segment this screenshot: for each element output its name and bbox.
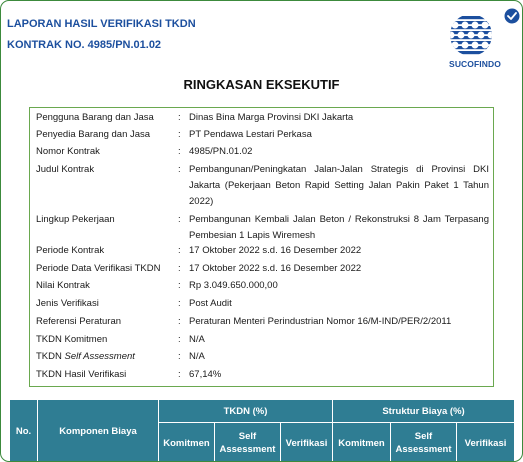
row-value: Dinas Bina Marga Provinsi DKI Jakarta bbox=[189, 112, 354, 123]
group-header-tkdn: TKDN (%) bbox=[159, 400, 333, 423]
row-label: Periode Data Verifikasi TKDN bbox=[36, 263, 161, 274]
row-label: Periode Kontrak bbox=[36, 245, 105, 256]
row-label: Judul Kontrak bbox=[36, 164, 95, 175]
row-label: TKDN Self Assessment bbox=[36, 351, 135, 362]
report-header-title bbox=[7, 14, 196, 56]
row-value: Peraturan Menteri Perindustrian Nomor 16/M-IND/PER/2/2011 bbox=[189, 316, 452, 327]
column-header-struktur-komitmen: Komitmen bbox=[333, 423, 391, 462]
row-value: N/A bbox=[189, 334, 205, 345]
row-value: 4985/PN.01.02 bbox=[189, 146, 253, 157]
row-value: 17 Oktober 2022 s.d. 16 Desember 2022 bbox=[189, 245, 362, 256]
lingkup-line-1: Pembangunan Kembali Jalan Beton / Rekonstruksi 8 Jam Terpasang bbox=[189, 214, 489, 225]
section-title: RINGKASAN EKSEKUTIF bbox=[183, 77, 340, 92]
column-header-struktur-verifikasi: Verifikasi bbox=[457, 423, 515, 462]
row-value bbox=[189, 162, 489, 210]
column-header-komponen: Komponen Biaya bbox=[38, 400, 159, 462]
column-header-no: No. bbox=[10, 400, 38, 462]
row-label: Nilai Kontrak bbox=[36, 280, 90, 291]
row-label: Referensi Peraturan bbox=[36, 316, 122, 327]
judul-line-1: Pembangunan/Peningkatan Jalan-Jalan Strategis di Provinsi DKI bbox=[189, 164, 489, 175]
judul-line-2: Jakarta (Pekerjaan Beton Rapid Setting Jalan Pakin Paket 1 Tahun bbox=[189, 180, 489, 191]
check-badge-icon bbox=[505, 9, 520, 24]
row-value: PT Pendawa Lestari Perkasa bbox=[189, 129, 312, 140]
globe-icon bbox=[429, 7, 521, 59]
executive-summary: Pengguna Barang dan Jasa : Dinas Bina Marga Provinsi DKI Jakarta Penyedia Barang dan Jasa : PT Pendawa Lestari Perkasa Nomor Kontrak : 4985/PN.01.02 Judul Kontrak : Pembangunan/Peningkatan Jalan-Jalan Strategis di Provinsi DKI Jakarta (Pekerjaan Beton Rapid Setting Jalan Pakin Paket 1 Tahun 2022) Lingkup Pekerjaan : Pembangunan Kembali Jalan Beton / Rekonstruksi 8 Jam Terpasang Pembesian 1 Lapis Wiremesh Periode Kontrak : 17 Oktober 2022 s.d. 16 Desember 2022 Periode Data Verifikasi TKDN : 17 Oktober 2022 s.d. 16 Desember 2022 Nilai Kontrak : Rp 3.049.650.000,00 Jenis Verifikasi : Post Audit Referensi Peraturan : Peraturan Menteri Perindustrian Nomor 16/M-IND/PER/2/2011 TKDN Komitmen : N/A TKDN Self Assessment : N/A TKDN Hasil Verifikasi : 67,14% bbox=[29, 107, 494, 387]
row-label: TKDN Hasil Verifikasi bbox=[36, 369, 127, 380]
sucofindo-logo bbox=[429, 7, 521, 69]
row-label: Pengguna Barang dan Jasa bbox=[36, 112, 154, 123]
report-title-line-1: LAPORAN HASIL VERIFIKASI TKDN bbox=[7, 18, 196, 30]
column-header-tkdn-verifikasi: Verifikasi bbox=[281, 423, 333, 462]
row-value bbox=[189, 212, 489, 244]
column-header-tkdn-self: Self Assessment bbox=[215, 423, 281, 462]
column-header-tkdn-komitmen: Komitmen bbox=[159, 423, 215, 462]
row-value: 17 Oktober 2022 s.d. 16 Desember 2022 bbox=[189, 263, 362, 274]
row-value: N/A bbox=[189, 351, 205, 362]
row-value: Post Audit bbox=[189, 298, 232, 309]
lingkup-line-2: Pembesian 1 Lapis Wiremesh bbox=[189, 230, 316, 241]
row-label: Penyedia Barang dan Jasa bbox=[36, 129, 151, 140]
row-label: TKDN Komitmen bbox=[36, 334, 108, 345]
judul-line-3: 2022) bbox=[189, 196, 214, 207]
row-label: Nomor Kontrak bbox=[36, 146, 100, 157]
column-header-struktur-self: Self Assessment bbox=[391, 423, 457, 462]
row-value: 67,14% bbox=[189, 369, 222, 380]
group-header-struktur: Struktur Biaya (%) bbox=[333, 400, 515, 423]
logo-wordmark: SUCOFINDO bbox=[449, 59, 501, 69]
row-value: Rp 3.049.650.000,00 bbox=[189, 280, 278, 291]
cost-component-table bbox=[9, 399, 514, 462]
row-label: Jenis Verifikasi bbox=[36, 298, 99, 309]
row-label: Lingkup Pekerjaan bbox=[36, 214, 115, 225]
report-contract-line: KONTRAK NO. 4985/PN.01.02 bbox=[7, 39, 162, 51]
